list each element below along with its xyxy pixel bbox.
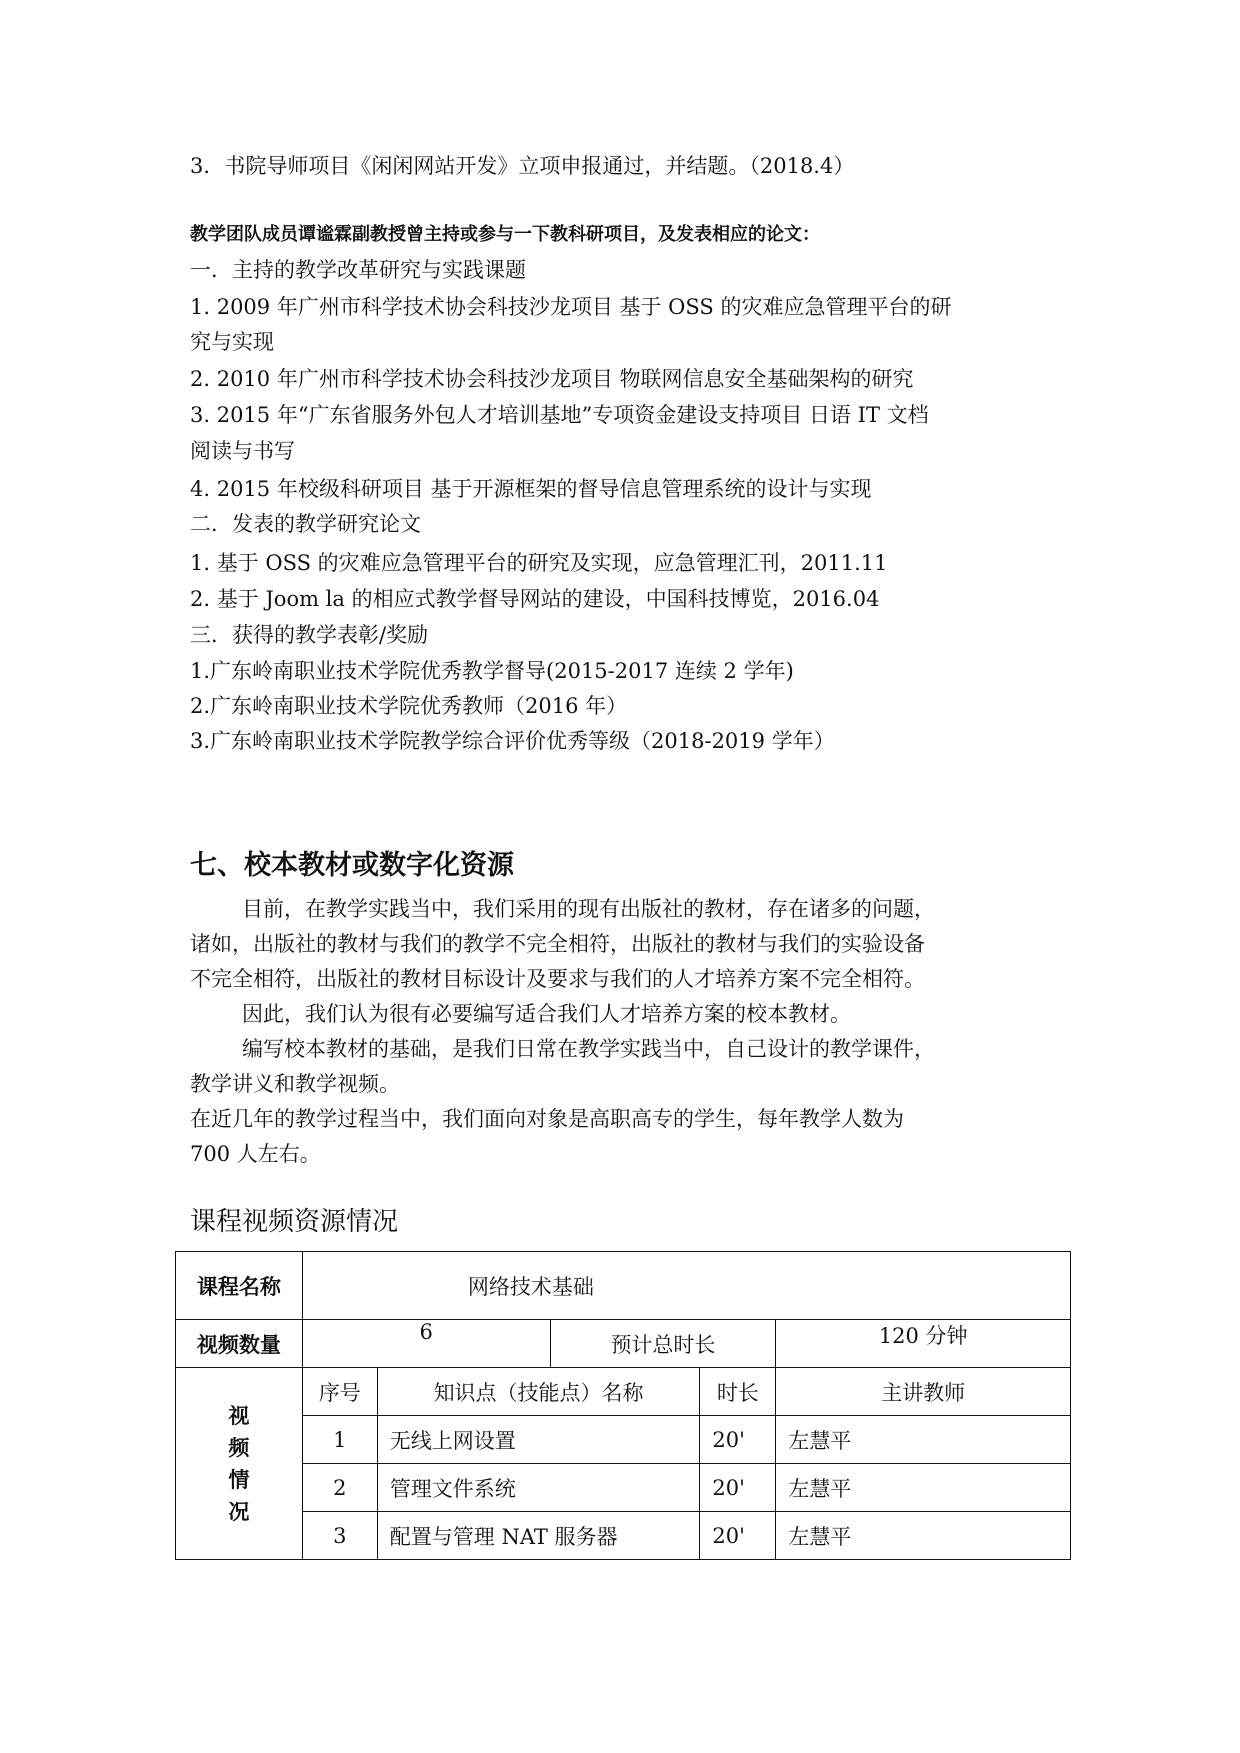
- list-line: 1. 2009 年广州市科学技术协会科技沙龙项目 基于 OSS 的灾难应急管理平台的研: [190, 295, 952, 319]
- paragraph-line: 目前，在教学实践当中，我们采用的现有出版社的教材，存在诸多的问题，: [242, 897, 935, 921]
- table-row: [176, 1512, 1071, 1560]
- row-name: 无线上网设置: [377, 1416, 700, 1464]
- list-line: 3. 2015 年“广东省服务外包人才培训基地”专项资金建设支持项目 日语 IT 文档: [190, 403, 929, 427]
- side-char: 况: [228, 1499, 250, 1524]
- side-char: 频: [228, 1435, 250, 1460]
- row-name: 配置与管理 NAT 服务器: [377, 1512, 700, 1560]
- list-line: 1.广东岭南职业技术学院优秀教学督导(2015-2017 连续 2 学年): [190, 659, 794, 683]
- list-line: 2. 2010 年广州市科学技术协会科技沙龙项目 物联网信息安全基础架构的研究: [190, 367, 914, 391]
- video-side-label: [176, 1368, 303, 1560]
- row-time: 20': [700, 1416, 776, 1464]
- count-label: 视频数量: [176, 1320, 303, 1368]
- row-index: 3: [302, 1512, 377, 1560]
- list-line: 2. 基于 Joom la 的相应式教学督导网站的建设，中国科技博览，2016.04: [190, 587, 880, 611]
- side-char: 情: [228, 1467, 250, 1492]
- count-value: 6: [302, 1320, 550, 1368]
- header-index: 序号: [302, 1368, 377, 1416]
- section7-title: 七、校本教材或数字化资源: [190, 850, 514, 881]
- video-table: [175, 1251, 1071, 1560]
- course-label: 课程名称: [176, 1252, 303, 1320]
- row-time: 20': [700, 1464, 776, 1512]
- paragraph-line: 诸如，出版社的教材与我们的教学不完全相符，出版社的教材与我们的实验设备: [190, 932, 925, 956]
- row-time: 20': [700, 1512, 776, 1560]
- header-name: 知识点（技能点）名称: [377, 1368, 700, 1416]
- list-line: 1. 基于 OSS 的灾难应急管理平台的研究及实现，应急管理汇刊，2011.11: [190, 551, 888, 575]
- paragraph-line: 教学讲义和教学视频。: [190, 1072, 400, 1096]
- list-line: 2.广东岭南职业技术学院优秀教师（2016 年）: [190, 694, 628, 718]
- list-line: 三．获得的教学表彰/奖励: [190, 623, 429, 647]
- count-row: [176, 1320, 1071, 1368]
- course-row: [176, 1252, 1071, 1320]
- side-char: 视: [228, 1403, 250, 1428]
- header-time: 时长: [700, 1368, 776, 1416]
- paragraph-line: 因此，我们认为很有必要编写适合我们人才培养方案的校本教材。: [242, 1002, 851, 1026]
- row-teacher: 左慧平: [776, 1416, 1071, 1464]
- row-index: 1: [302, 1416, 377, 1464]
- header-teacher: 主讲教师: [776, 1368, 1071, 1416]
- paragraph-line: 在近几年的教学过程当中，我们面向对象是高职高专的学生，每年教学人数为: [190, 1107, 904, 1131]
- list-line: 4. 2015 年校级科研项目 基于开源框架的督导信息管理系统的设计与实现: [190, 477, 872, 501]
- duration-label: 预计总时长: [550, 1320, 776, 1368]
- list-line: 3.广东岭南职业技术学院教学综合评价优秀等级（2018-2019 学年）: [190, 729, 835, 753]
- row-teacher: 左慧平: [776, 1464, 1071, 1512]
- header-row: [176, 1368, 1071, 1416]
- intro-line: 3．书院导师项目《闲闲网站开发》立项申报通过，并结题。（2018.4）: [190, 154, 855, 178]
- course-name: 网络技术基础: [302, 1252, 1070, 1320]
- row-index: 2: [302, 1464, 377, 1512]
- list-line: 究与实现: [190, 330, 274, 354]
- paragraph-line: 不完全相符，出版社的教材目标设计及要求与我们的人才培养方案不完全相符。: [190, 967, 925, 991]
- list-line: 阅读与书写: [190, 439, 295, 463]
- list-line: 一．主持的教学改革研究与实践课题: [190, 258, 526, 282]
- team-heading: 教学团队成员谭谧霖副教授曾主持或参与一下教科研项目，及发表相应的论文：: [190, 224, 820, 245]
- table-row: [176, 1464, 1071, 1512]
- row-teacher: 左慧平: [776, 1512, 1071, 1560]
- row-name: 管理文件系统: [377, 1464, 700, 1512]
- paragraph-line: 700 人左右。: [190, 1142, 321, 1166]
- video-section-title: 课程视频资源情况: [190, 1207, 399, 1237]
- list-line: 二．发表的教学研究论文: [190, 512, 421, 536]
- table-row: [176, 1416, 1071, 1464]
- duration-value: 120 分钟: [776, 1320, 1071, 1368]
- paragraph-line: 编写校本教材的基础，是我们日常在教学实践当中，自己设计的教学课件，: [242, 1037, 935, 1061]
